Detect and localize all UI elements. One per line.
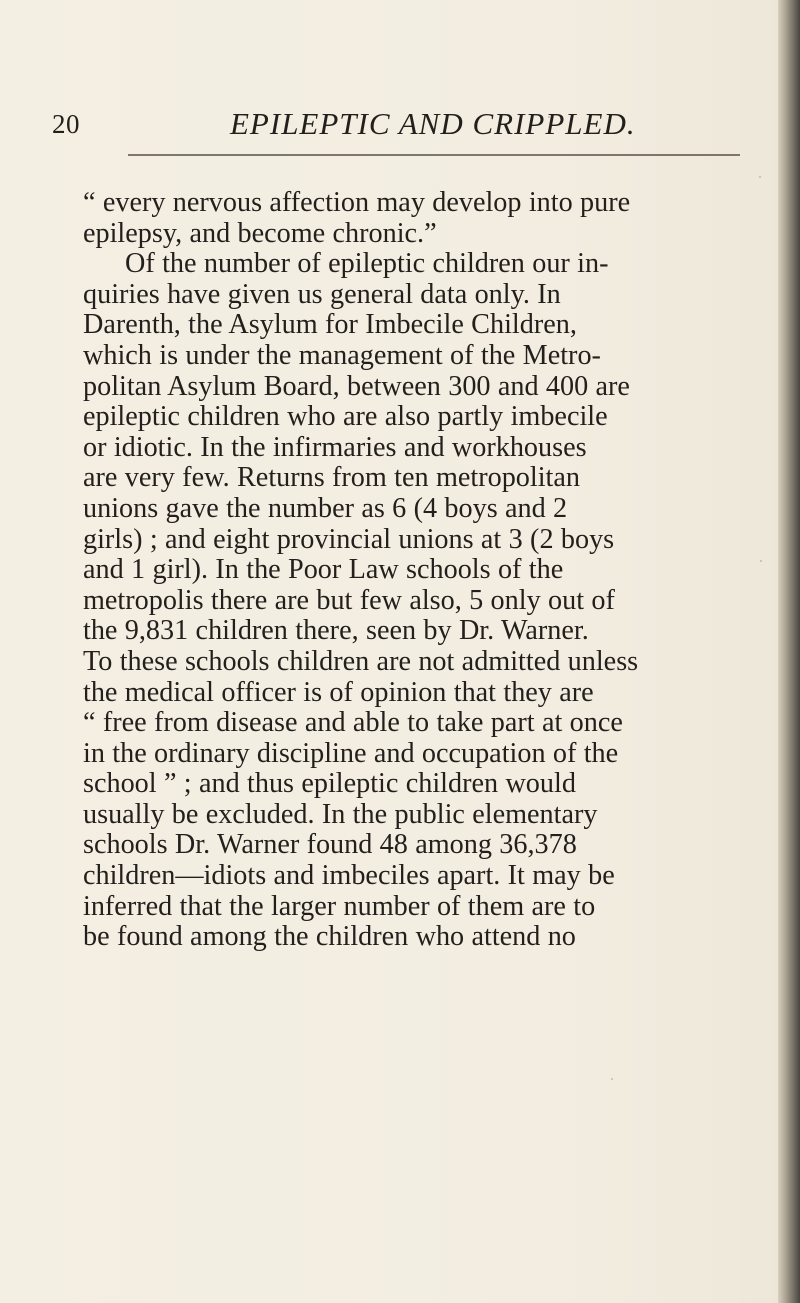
text-line: school ” ; and thus epileptic children would [83,768,576,800]
text-line: politan Asylum Board, between 300 and 400 are [83,370,630,402]
text-line: which is under the management of the Metro- [83,339,601,371]
text-line: girls) ; and eight provincial unions at 3 (2 boys [83,523,615,555]
text-line: “ every nervous affection may develop into pure [83,187,631,218]
paper-speck [548,116,550,118]
text-line: Of the number of epileptic children our in- [125,248,609,280]
text-line: the medical officer is of opinion that they are [83,676,594,708]
text-line: epileptic children who are also partly imbecile [83,401,608,433]
text-line: be found among the children who attend no [83,921,576,953]
text-line: To these schools children are not admitted unless [83,645,639,677]
text-line: usually be excluded. In the public elementary [83,798,598,830]
text-line: the 9,831 children there, seen by Dr. Warner. [83,615,589,647]
page-number: 20 [52,109,80,139]
text-line: metropolis there are but few also, 5 only out of [83,584,615,616]
text-line: children—idiots and imbeciles apart. It may be [83,860,615,892]
text-line: quiries have given us general data only. In [83,278,561,310]
running-head: EPILEPTIC AND CRIPPLED. [230,106,636,141]
text-line: or idiotic. In the infirmaries and workhouses [83,431,587,463]
text-line: Darenth, the Asylum for Imbecile Children, [83,309,577,341]
text-line: unions gave the number as 6 (4 boys and 2 [83,492,568,524]
text-line: are very few. Returns from ten metropolitan [83,462,580,494]
text-line: in the ordinary discipline and occupation of the [83,737,619,769]
text-line: and 1 girl). In the Poor Law schools of the [83,554,564,586]
paper-speck [611,1078,613,1080]
text-line: epilepsy, and become chronic.” [83,217,437,249]
paper-speck [760,560,762,562]
paper-speck [759,176,761,178]
text-line: inferred that the larger number of them are to [83,890,596,922]
page-edge-shadow [778,0,800,1303]
text-line: “ free from disease and able to take part at once [83,707,623,739]
header-rule [128,154,740,156]
text-line: schools Dr. Warner found 48 among 36,378 [83,829,577,861]
body-text [83,188,739,953]
page-header [52,104,740,144]
